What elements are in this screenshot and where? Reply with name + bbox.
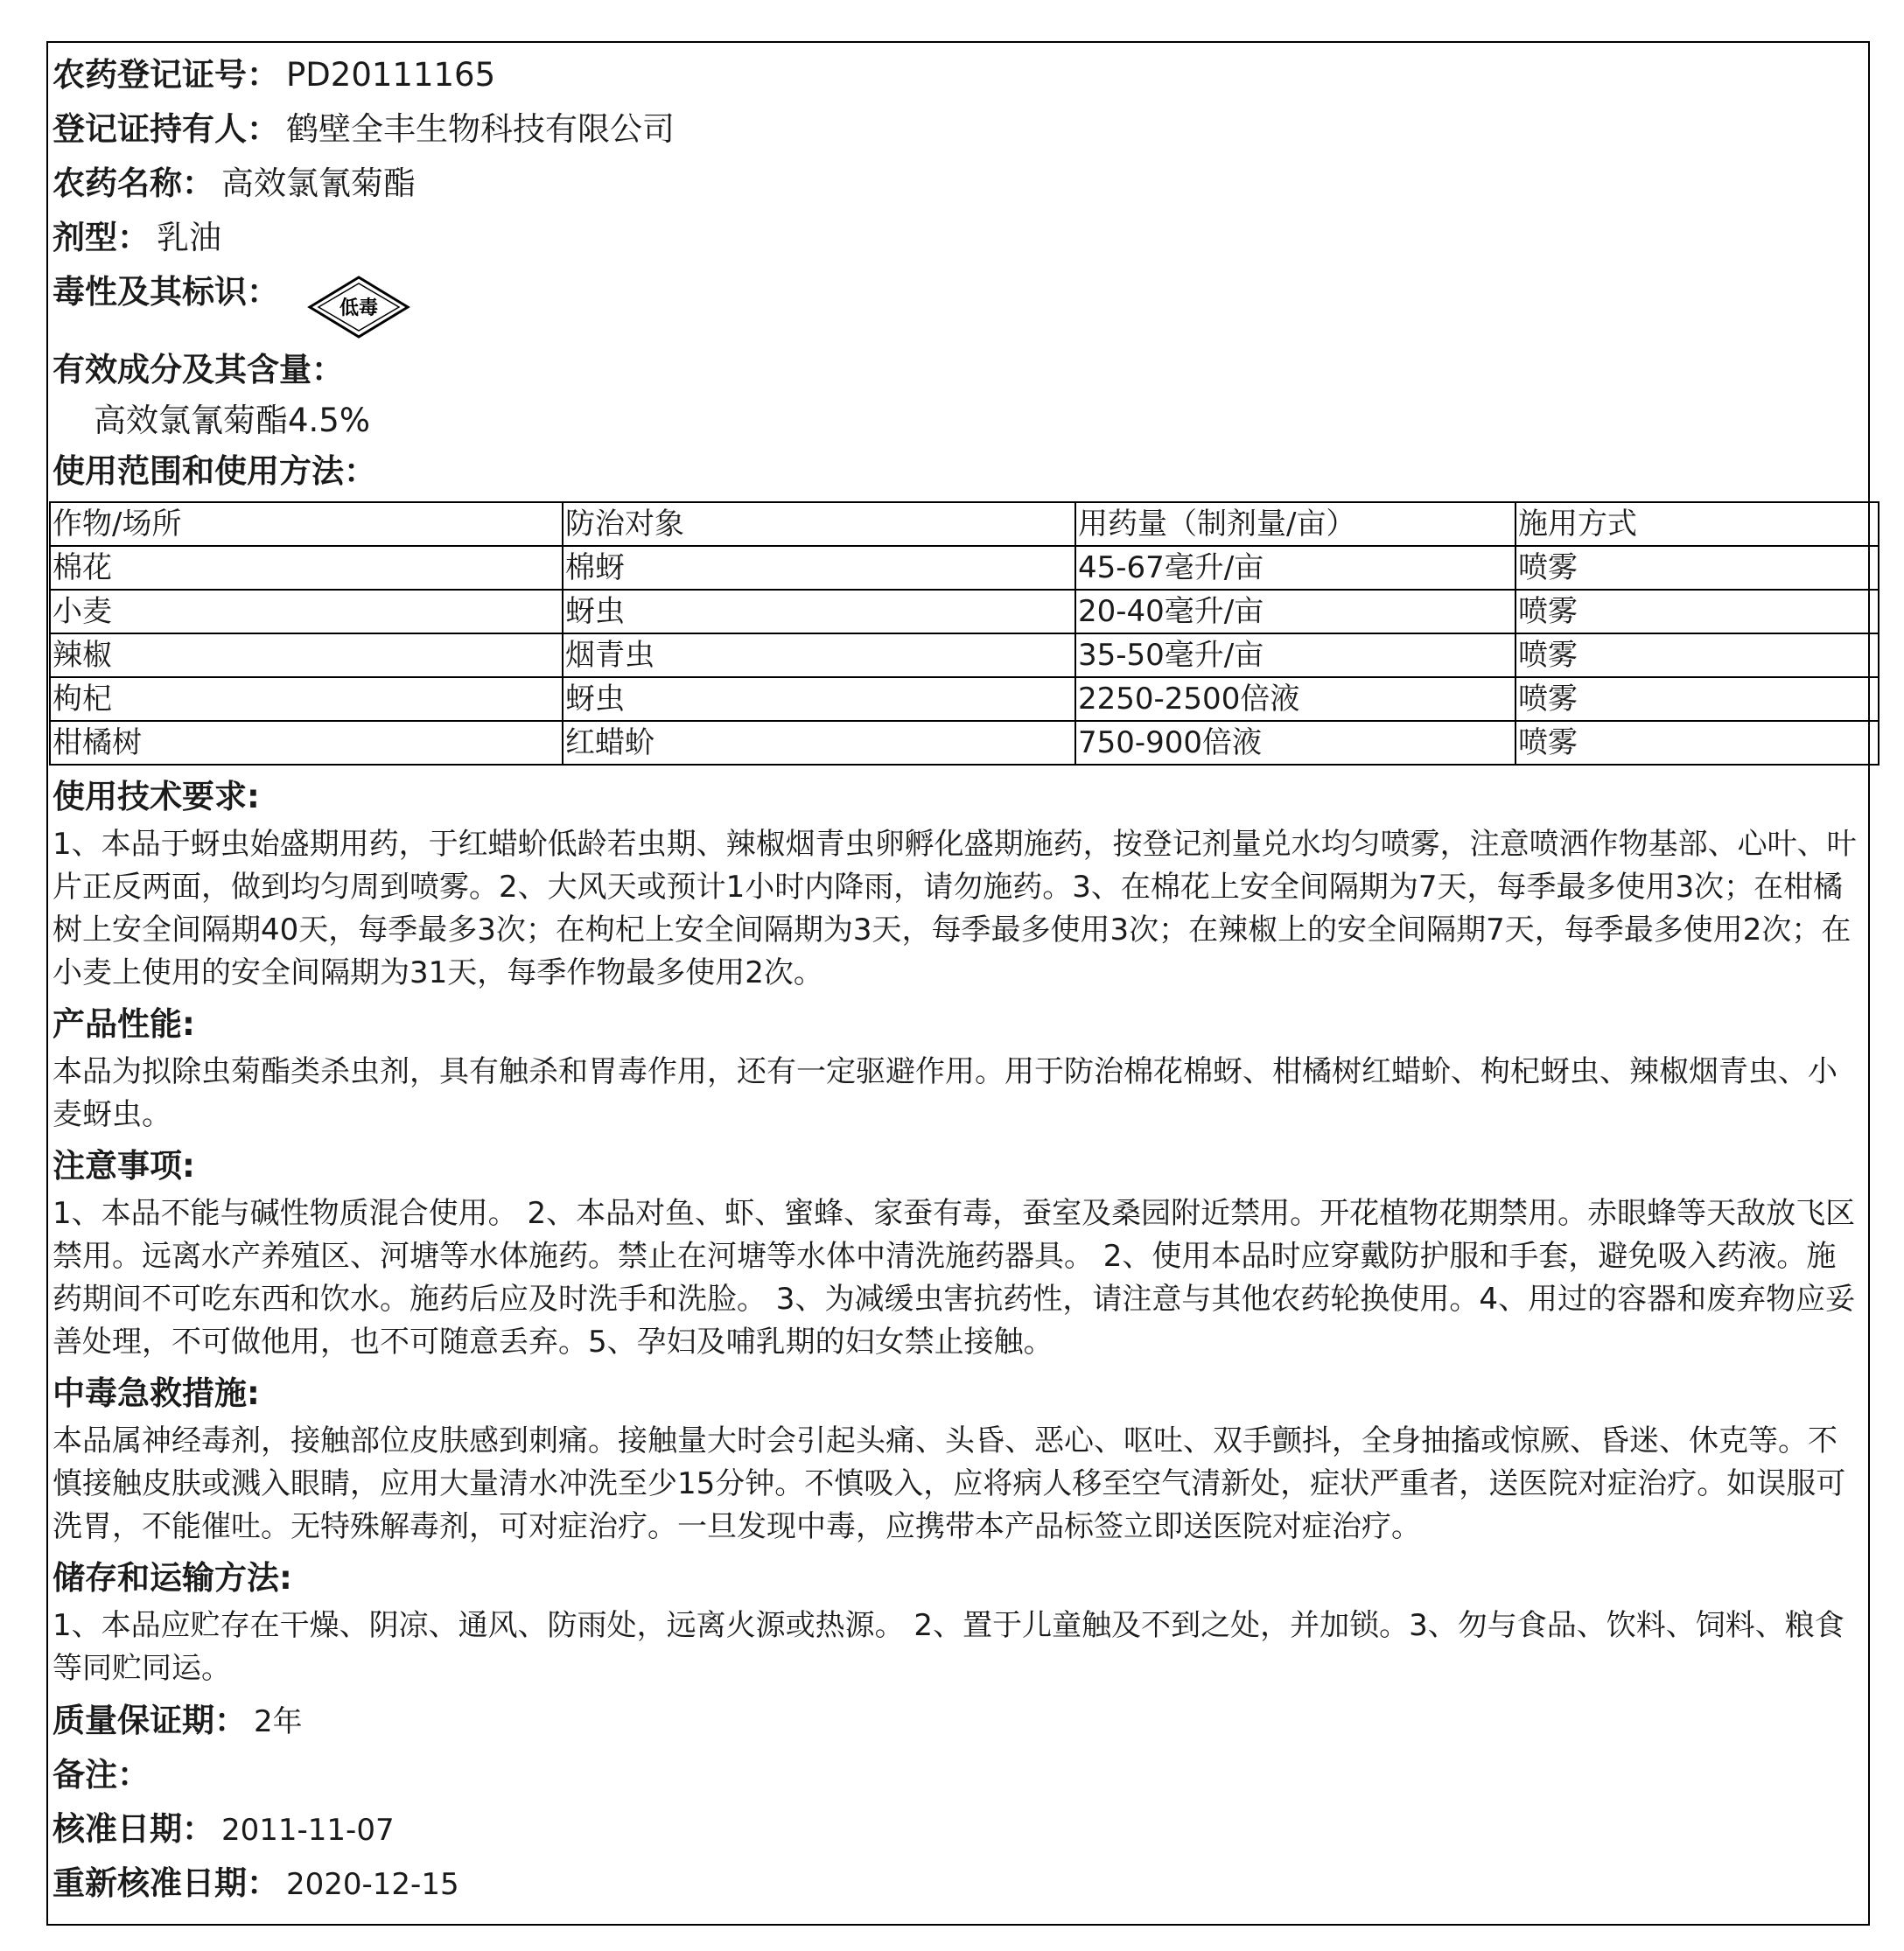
usage-table [49, 501, 1880, 766]
cell-target: 蚜虫 [563, 677, 1075, 721]
reapproval-date-value: 2020-12-15 [286, 1867, 459, 1902]
cell-crop: 辣椒 [50, 633, 563, 677]
footer-fields [52, 1694, 1863, 1911]
cell-target: 棉蚜 [563, 546, 1075, 590]
formulation-value: 乳油 [157, 219, 221, 256]
label-document [46, 41, 1870, 1926]
shelf-life-label: 质量保证期： [52, 1702, 247, 1739]
formulation-row [52, 211, 1863, 265]
table-row [50, 721, 1879, 765]
ingredient-heading: 有效成分及其含量： [52, 351, 344, 388]
cell-crop: 小麦 [50, 590, 563, 633]
registration-value: PD20111165 [286, 56, 496, 94]
tech-requirements-heading: 使用技术要求: [52, 778, 260, 815]
remarks-row [52, 1748, 1863, 1802]
pesticide-name-value: 高效氯氰菊酯 [221, 164, 416, 202]
cell-dosage: 35-50毫升/亩 [1075, 633, 1516, 677]
precautions-text: 1、本品不能与碱性物质混合使用。 2、本品对鱼、虾、蜜蜂、家蚕有毒，蚕室及桑园附近禁用。开花植物花期禁用。赤眼蜂等天敌放飞区禁用。远离水产养殖区、河塘等水体施药。禁止在河塘等水体中清洗施药器具。 2、使用本品时应穿戴防护服和手套，避免吸入药液。施药期间不可吃东西和饮水。施药后应及时洗手和洗脸。 3、为减缓虫害抗药性，请注意与其他农药轮换使用。4、用过的容器和废弃物应妥善处理，不可做他用，也不可随意丢弃。5、孕妇及哺乳期的妇女禁止接触。 [52, 1196, 1856, 1360]
cell-target: 蚜虫 [563, 590, 1075, 633]
low-toxicity-diamond-icon [306, 272, 411, 342]
shelf-life-value: 2年 [254, 1704, 303, 1739]
holder-row [52, 102, 1863, 157]
toxicity-badge-text: 低毒 [339, 297, 379, 319]
header-dosage: 用药量（制剂量/亩） [1075, 502, 1516, 546]
usage-heading: 使用范围和使用方法： [52, 452, 376, 490]
performance-text: 本品为拟除虫菊酯类杀虫剂，具有触杀和胃毒作用，还有一定驱避作用。用于防治棉花棉蚜、柑橘树红蜡蚧、枸杞蚜虫、辣椒烟青虫、小麦蚜虫。 [52, 1054, 1838, 1132]
approval-date-value: 2011-11-07 [221, 1813, 395, 1848]
usage-header-row [50, 502, 1879, 546]
cell-method: 喷雾 [1516, 633, 1879, 677]
storage-heading: 储存和运输方法: [52, 1559, 292, 1597]
table-row [50, 546, 1879, 590]
table-row [50, 633, 1879, 677]
approval-date-label: 核准日期： [52, 1810, 214, 1848]
pesticide-name-label: 农药名称： [52, 164, 214, 202]
approval-date-row [52, 1802, 1863, 1857]
cell-dosage: 45-67毫升/亩 [1075, 546, 1516, 590]
header-crop: 作物/场所 [50, 502, 563, 546]
toxicity-label: 毒性及其标识： [52, 273, 279, 311]
cell-crop: 柑橘树 [50, 721, 563, 765]
registration-label: 农药登记证号： [52, 56, 279, 94]
toxicity-row [52, 265, 1863, 344]
cell-target: 烟青虫 [563, 633, 1075, 677]
pesticide-name-row [52, 157, 1863, 211]
table-row [50, 590, 1879, 633]
cell-crop: 棉花 [50, 546, 563, 590]
cell-method: 喷雾 [1516, 677, 1879, 721]
reapproval-date-row [52, 1857, 1863, 1911]
holder-label: 登记证持有人： [52, 110, 279, 148]
cell-method: 喷雾 [1516, 546, 1879, 590]
cell-crop: 枸杞 [50, 677, 563, 721]
cell-dosage: 20-40毫升/亩 [1075, 590, 1516, 633]
holder-value: 鹤壁全丰生物科技有限公司 [286, 110, 675, 148]
table-row [50, 677, 1879, 721]
shelf-life-row [52, 1694, 1863, 1748]
registration-row [52, 48, 1863, 102]
cell-target: 红蜡蚧 [563, 721, 1075, 765]
performance-heading: 产品性能: [52, 1005, 195, 1043]
precautions-heading: 注意事项: [52, 1147, 195, 1185]
cell-dosage: 2250-2500倍液 [1075, 677, 1516, 721]
reapproval-date-label: 重新核准日期： [52, 1864, 279, 1902]
tech-requirements-text: 1、本品于蚜虫始盛期用药，于红蜡蚧低龄若虫期、辣椒烟青虫卵孵化盛期施药，按登记剂量兑水均匀喷雾，注意喷洒作物基部、心叶、叶片正反两面，做到均匀周到喷雾。2、大风天或预计1小时内降雨，请勿施药。3、在棉花上安全间隔期为7天，每季最多使用3次；在柑橘树上安全间隔期40天，每季最多3次；在枸杞上安全间隔期为3天，每季最多使用3次；在辣椒上的安全间隔期7天，每季最多使用2次；在小麦上使用的安全间隔期为31天，每季作物最多使用2次。 [52, 827, 1857, 990]
cell-method: 喷雾 [1516, 590, 1879, 633]
cell-dosage: 750-900倍液 [1075, 721, 1516, 765]
first-aid-text: 本品属神经毒剂，接触部位皮肤感到刺痛。接触量大时会引起头痛、头昏、恶心、呕吐、双手颤抖，全身抽搐或惊厥、昏迷、休克等。不慎接触皮肤或溅入眼睛，应用大量清水冲洗至少15分钟。不慎吸入，应将病人移至空气清新处，症状严重者，送医院对症治疗。如误服可洗胃，不能催吐。无特殊解毒剂，可对症治疗。一旦发现中毒，应携带本产品标签立即送医院对症治疗。 [52, 1423, 1846, 1544]
storage-text: 1、本品应贮存在干燥、阴凉、通风、防雨处，远离火源或热源。 2、置于儿童触及不到之处，并加锁。3、勿与食品、饮料、饲料、粮食等同贮同运。 [52, 1608, 1844, 1686]
ingredient-value: 高效氯氰菊酯4.5% [94, 402, 370, 439]
first-aid-heading: 中毒急救措施: [52, 1374, 260, 1412]
cell-method: 喷雾 [1516, 721, 1879, 765]
formulation-label: 剂型： [52, 219, 150, 256]
remarks-label: 备注： [52, 1756, 150, 1794]
header-method: 施用方式 [1516, 502, 1879, 546]
header-target: 防治对象 [563, 502, 1075, 546]
